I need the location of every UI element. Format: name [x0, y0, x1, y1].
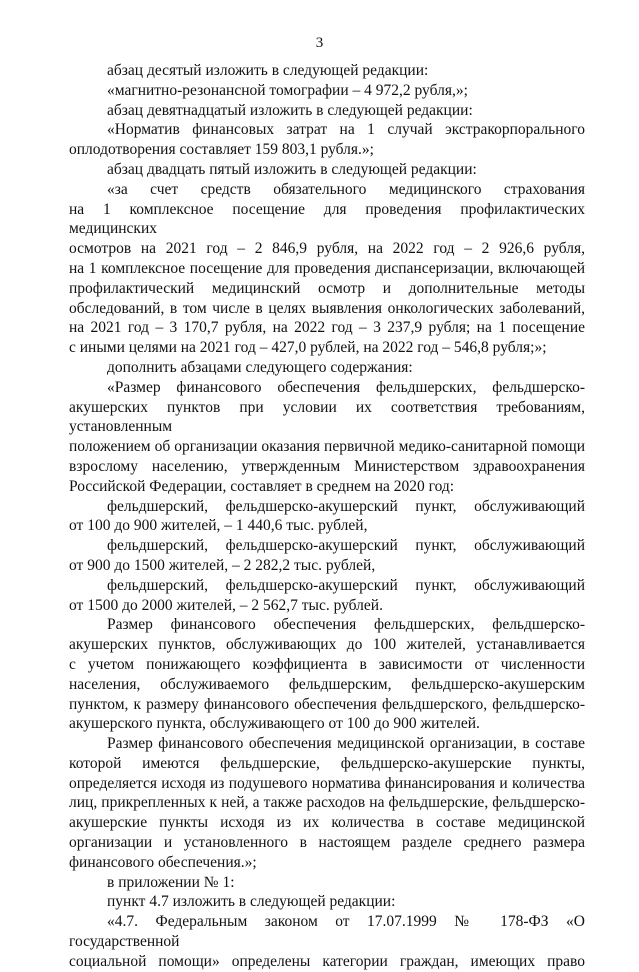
text-line: положением об организации оказания первичной медико-санитарной помощи — [69, 438, 585, 456]
text-line: взрослому населению, утвержденным Министерством здравоохранения — [69, 457, 585, 475]
text-line: профилактический медицинский осмотр и дополнительные методы — [69, 279, 585, 297]
text-line: акушерские пункты исходя из их количества в составе медицинской — [69, 814, 585, 832]
text-line: с иными целями на 2021 год – 427,0 рублей, на 2022 год – 546,8 рубля;»; — [69, 339, 547, 357]
text-line: фельдшерский, фельдшерско-акушерский пункт, обслуживающий — [107, 537, 585, 555]
text-line: от 900 до 1500 жителей, – 2 282,2 тыс. рублей, — [69, 556, 376, 574]
text-line: «Размер финансового обеспечения фельдшерских, фельдшерско- — [107, 378, 585, 396]
text-line: абзац десятый изложить в следующей редакции: — [107, 62, 429, 79]
text-line: «магнитно-резонансной томографии – 4 972,2 рубля,»; — [107, 81, 468, 99]
text-line: акушерских пунктов, обслуживающих до 100 жителей, устанавливается — [69, 636, 585, 654]
text-line: «за счет средств обязательного медицинского страхования — [107, 180, 585, 198]
page-number: 3 — [315, 35, 324, 51]
text-line: определяется исходя из подушевого норматива финансирования и количества — [69, 774, 585, 792]
text-line: «Норматив финансовых затрат на 1 случай экстракорпорального — [107, 121, 585, 139]
text-line: пункт 4.7 изложить в следующей редакции: — [107, 893, 396, 911]
text-line: социальной помощи» определены категории граждан, имеющих право — [69, 952, 585, 970]
text-line: организации и установленного в настоящем разделе среднего размера — [69, 834, 585, 852]
text-line: в приложении № 1: — [107, 873, 235, 891]
text-line: пунктом, к размеру финансового обеспечения фельдшерского, фельдшерско- — [69, 695, 585, 713]
text-line: Размер финансового обеспечения фельдшерских, фельдшерско- — [107, 616, 585, 634]
text-line: лиц, прикрепленных к ней, а также расходов на фельдшерские, фельдшерско- — [69, 794, 585, 812]
text-line: на 2021 год – 3 170,7 рубля, на 2022 год – 3 237,9 рубля; на 1 посещение — [69, 319, 585, 337]
text-line: от 1500 до 2000 жителей, – 2 562,7 тыс. рублей. — [69, 596, 383, 614]
text-line: акушерского пункта, обслуживающего от 100 до 900 жителей. — [69, 715, 480, 733]
text-line: дополнить абзацами следующего содержания: — [107, 358, 413, 376]
text-line: на 1 комплексное посещение для проведения профилактических медицинских — [69, 200, 585, 238]
text-line: осмотров на 2021 год – 2 846,9 рубля, на 2022 год – 2 926,6 рубля, — [69, 240, 585, 258]
text-line: абзац двадцать пятый изложить в следующей редакции: — [107, 160, 477, 178]
text-line: финансового обеспечения.»; — [69, 853, 257, 871]
text-line: обследований, в том числе в целях выявления онкологических заболеваний, — [69, 299, 585, 317]
text-line: оплодотворения составляет 159 803,1 рубля.»; — [69, 141, 374, 159]
document-body — [69, 61, 585, 972]
text-line: с учетом понижающего коэффициента в зависимости от численности — [69, 655, 585, 673]
text-line: абзац девятнадцатый изложить в следующей редакции: — [107, 101, 473, 119]
text-line: от 100 до 900 жителей, – 1 440,6 тыс. рублей, — [69, 517, 368, 535]
text-line: Российской Федерации, составляет в среднем на 2020 год: — [69, 477, 455, 495]
text-line: «4.7. Федеральным законом от 17.07.1999 № 178-ФЗ «О государственной — [69, 913, 585, 951]
text-line: Размер финансового обеспечения медицинской организации, в составе — [107, 735, 585, 753]
text-line: фельдшерский, фельдшерско-акушерский пункт, обслуживающий — [107, 497, 585, 515]
text-line: населения, обслуживаемого фельдшерским, фельдшерско-акушерским — [69, 675, 585, 693]
text-line: фельдшерский, фельдшерско-акушерский пункт, обслуживающий — [107, 576, 585, 594]
text-line: акушерских пунктов при условии их соответствия требованиям, установленным — [69, 398, 585, 436]
text-line: на 1 комплексное посещение для проведения диспансеризации, включающей — [69, 259, 585, 277]
text-line: которой имеются фельдшерские, фельдшерско-акушерские пункты, — [69, 754, 585, 772]
